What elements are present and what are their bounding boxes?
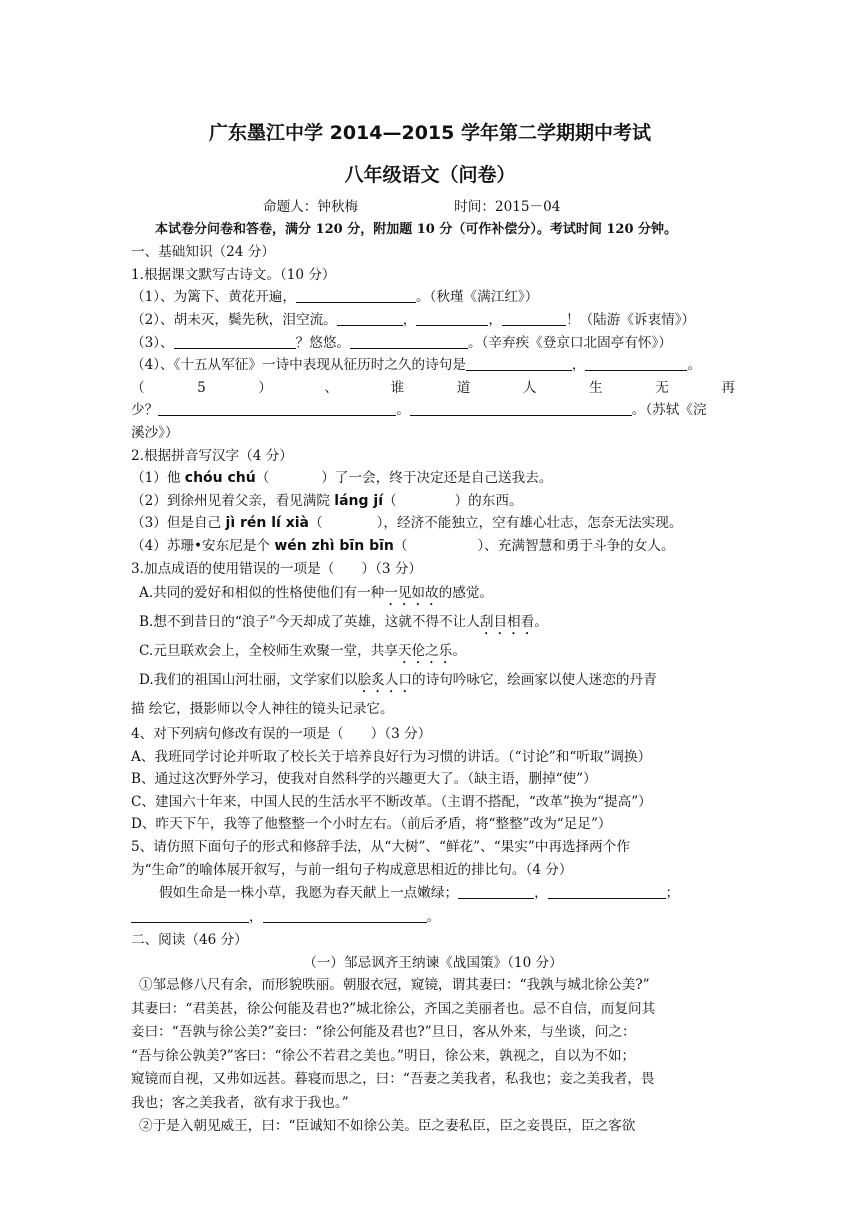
paren: （ xyxy=(393,537,408,554)
q5-example xyxy=(131,881,735,905)
q2-a-text: （1）他 xyxy=(131,470,185,487)
period: 。 xyxy=(687,357,702,374)
q1-line-5 xyxy=(131,377,735,400)
q4-option-d: D、昨天下午，我等了他整整一个小时左右。（前后矛盾，将“整整”改为“足足”） xyxy=(131,816,612,833)
paren: （ xyxy=(255,470,270,487)
blank[interactable] xyxy=(158,401,396,416)
option-text: 。 xyxy=(534,614,548,631)
blank[interactable] xyxy=(337,311,403,326)
q2-stem: 2.根据拼音写汉字（4 分） xyxy=(131,447,293,464)
option-text: 。 xyxy=(452,643,466,660)
q1-line-3-source: 。（辛弃疾《登京口北固亭有怀》） xyxy=(468,334,672,351)
dotted-idiom: 刮目相看 xyxy=(479,614,535,631)
passage-line: 其妻曰：“君美甚，徐公何能及君也?”城北徐公，齐国之美丽者也。忌不自信，而复问其 xyxy=(131,1000,656,1017)
semicolon: ； xyxy=(665,885,680,902)
exam-subtitle: 八年级语文（问卷） xyxy=(344,164,516,186)
q1-line-4 xyxy=(131,354,735,377)
q2-c xyxy=(131,512,735,535)
q4-option-c: C、建国六十年来，中国人民的生活水平不断改革。（主谓不搭配，“改革”换为“提高”） xyxy=(131,793,652,810)
q1-line-1-text: （1）、为篱下、黄花开遍， xyxy=(131,289,296,306)
char: 无 xyxy=(655,379,669,396)
dotted-idiom: 天伦之乐 xyxy=(397,643,453,660)
option-text: B.想不到昔日的“浪子”今天却成了英雄，这就不得不让人 xyxy=(139,614,480,631)
paren: （ xyxy=(383,492,397,509)
author-label: 命题人：钟秋梅 xyxy=(263,199,359,215)
q1-line-1-source: 。（秋瑾《满江红》） xyxy=(415,289,539,306)
q1-line-4-text: （4）、《十五从军征》一诗中表现从征历时之久的诗句是 xyxy=(131,357,466,374)
q1-line-3-text: （3）、 xyxy=(131,334,174,351)
meta-line xyxy=(131,196,735,219)
pinyin: jì rén lí xià xyxy=(225,515,310,532)
blank[interactable] xyxy=(296,288,416,303)
example-text: 假如生命是一株小草，我愿为春天献上一点嫩绿； xyxy=(159,885,459,902)
q2-d-rest: ）、充满智慧和勇于斗争的女人。 xyxy=(477,537,675,554)
reading-1-title: （一）邹忌讽齐王纳谏《战国策》（10 分） xyxy=(303,954,563,971)
char: 5 xyxy=(197,379,206,396)
time-label: 时间：2015－04 xyxy=(454,199,561,215)
q2-a xyxy=(131,467,735,490)
blank[interactable] xyxy=(174,334,296,349)
blank[interactable] xyxy=(263,908,427,923)
char: 谁 xyxy=(390,379,405,396)
blank[interactable] xyxy=(350,334,468,349)
q3-option-c xyxy=(131,638,735,667)
period: 。 xyxy=(396,402,410,419)
q2-b-text: （2）到徐州见着父亲，看见满院 xyxy=(131,492,335,509)
q5-stem-1: 5、请仿照下面句子的形式和修辞手法，从“大树”、“鲜花”、“果实”中再选择两个作 xyxy=(131,839,630,856)
option-text: 的诗句吟咏它，绘画家以使人迷恋的丹青 xyxy=(412,672,657,689)
q4-option-b: B、通过这次野外学习，使我对自然科学的兴趣更大了。（缺主语，删掉“使”） xyxy=(131,771,597,788)
q1-line-5b-text: 少？ xyxy=(131,402,159,419)
comma: ， xyxy=(571,357,586,374)
blank[interactable] xyxy=(466,356,572,371)
pinyin: chóu chú xyxy=(184,470,256,487)
dotted-idiom: 脍炙人口 xyxy=(357,672,413,689)
char: 、 xyxy=(324,379,339,396)
q5-stem-2: 为“生命”的喻体展开叙写，与前一组句子构成意思相近的排比句。（4 分） xyxy=(131,861,573,878)
char: 人 xyxy=(522,379,537,396)
char: 生 xyxy=(589,379,603,396)
comma: ， xyxy=(534,885,548,902)
q3-option-b xyxy=(131,609,735,638)
blank[interactable] xyxy=(410,401,632,416)
q2-c-text: （3）但是自己 xyxy=(131,515,226,532)
passage-line: “吾与徐公孰美?”客曰：“徐公不若君之美也。”明日，徐公来，孰视之，自以为不如； xyxy=(131,1047,636,1064)
q2-c-rest: ），经济不能独立，空有雄心壮志，怎奈无法实现。 xyxy=(376,515,683,532)
q2-a-rest: ）了一会，终于决定还是自己送我去。 xyxy=(321,470,553,487)
q2-b-rest: ）的东西。 xyxy=(454,492,523,509)
passage-line: ②于是入朝见威王，曰：“臣诚知不如徐公美。臣之妻私臣，臣之妾畏臣，臣之客欲 xyxy=(139,1118,636,1135)
q1-line-3 xyxy=(131,332,735,355)
comma: ， xyxy=(488,311,502,328)
q3-stem: 3.加点成语的使用错误的一项是（ ）（3 分） xyxy=(131,560,423,577)
pinyin: láng jí xyxy=(334,492,383,509)
option-text: D.我们的祖国山河壮丽，文学家们以 xyxy=(139,672,358,689)
comma: ， xyxy=(402,311,417,328)
exam-content xyxy=(131,196,735,1139)
char: 道 xyxy=(456,379,471,396)
q1-line-5c: 溪沙》） xyxy=(131,424,179,441)
q5-example-cont xyxy=(131,905,735,929)
q1-line-2-text: （2）、胡未灭，鬓先秋，泪空流。 xyxy=(131,311,337,328)
blank[interactable] xyxy=(585,356,687,371)
q1-line-3-mid: ？悠悠。 xyxy=(295,334,351,351)
q3-option-d-cont: 描 绘它，摄影师以令人神往的镜头记录它。 xyxy=(131,701,394,718)
dotted-idiom: 一见如故 xyxy=(384,585,439,602)
period: 。 xyxy=(426,909,441,926)
section-2-heading: 二、阅读（46 分） xyxy=(131,932,248,949)
q4-stem: 4、对下列病句修改有误的一项是（ ）（3 分） xyxy=(131,726,432,743)
char: 再 xyxy=(721,379,735,396)
q3-option-a xyxy=(131,580,735,609)
paren: （ xyxy=(309,515,323,532)
q4-option-a: A、我班同学讨论并听取了校长关于培养良好行为习惯的讲话。（“讨论”和“听取”调换） xyxy=(131,748,652,765)
blank[interactable] xyxy=(458,884,534,899)
q1-line-2-source: ！（陆游《诉衷情》） xyxy=(565,311,696,328)
q1-line-5b-source: 。（苏轼《浣 xyxy=(631,402,707,419)
blank[interactable] xyxy=(416,311,488,326)
pinyin: wén zhì bīn bīn xyxy=(274,537,394,554)
q1-line-2 xyxy=(131,309,735,332)
q3-option-d xyxy=(131,667,735,696)
passage-line: 我也；客之美我者，欲有求于我也。” xyxy=(131,1094,349,1111)
char: （ xyxy=(131,379,145,396)
option-text: A.共同的爱好和相似的性格使他们有一种 xyxy=(139,585,385,602)
passage-line: 妾曰：“吾孰与徐公美?”妾曰：“徐公何能及君也?”旦日，客从外来，与坐谈，问之： xyxy=(131,1024,636,1041)
exam-title: 广东墨江中学 2014—2015 学年第二学期期中考试 xyxy=(209,122,651,144)
q1-stem: 1.根据课文默写古诗文。（10 分） xyxy=(131,266,336,283)
char: ） xyxy=(258,379,272,396)
intro-text: 本试卷分问卷和答卷，满分 120 分，附加题 10 分（可作补偿分）。考试时间 120 分钟。 xyxy=(155,221,678,237)
passage-line: ①邹忌修八尺有余，而形貌昳丽。朝服衣冠，窥镜，谓其妻曰：“我孰与城北徐公美?” xyxy=(139,977,650,994)
blank[interactable] xyxy=(548,884,666,899)
q2-d xyxy=(131,535,735,558)
q1-line-5b xyxy=(131,399,735,422)
q1-line-1 xyxy=(131,286,735,309)
passage-line: 窥镜而自视，又弗如远甚。暮寝而思之，曰：“吾妻之美我者，私我也；妾之美我者，畏 xyxy=(131,1071,655,1088)
q2-d-text: （4）苏珊•安东尼是个 xyxy=(131,537,275,554)
q2-b xyxy=(131,490,735,513)
blank[interactable] xyxy=(131,908,249,923)
option-text: 的感觉。 xyxy=(438,585,493,602)
section-1-heading: 一、基础知识（24 分） xyxy=(131,244,275,261)
comma: ， xyxy=(249,909,263,926)
option-text: C.元旦联欢会上，全校师生欢聚一堂，共享 xyxy=(139,643,398,660)
blank[interactable] xyxy=(502,311,566,326)
